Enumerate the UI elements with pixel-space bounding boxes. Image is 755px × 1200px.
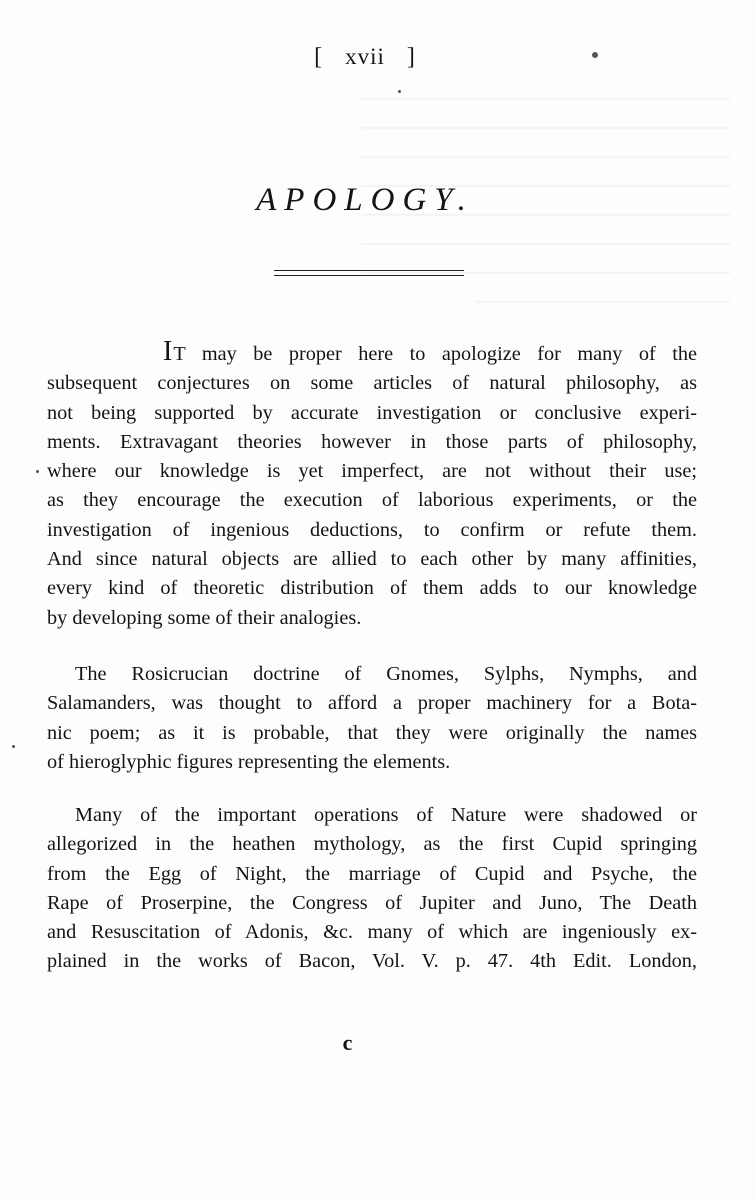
text-line: Rape of Proserpine, the Congress of Jupiter and Juno, The Death <box>47 891 697 914</box>
text-line: by developing some of their analogies. <box>47 606 362 629</box>
ink-speck <box>398 90 401 93</box>
paragraph-2 <box>47 660 697 777</box>
text-line <box>47 337 697 369</box>
paragraph-3 <box>47 801 697 977</box>
title-rule-lower <box>274 275 464 276</box>
text-line: plained in the works of Bacon, Vol. V. p. 47. 4th Edit. London, <box>47 950 697 973</box>
show-through: ────────────────────────── ────────────────────────── ────────────────────────── ────────────────────────── ────────────────────────── ────────────────────────── ────────────────────────── ────────────────── <box>361 88 730 313</box>
text-line: every kind of theoretic distribution of them adds to our knowledge <box>47 577 697 600</box>
title-rule <box>274 270 464 271</box>
text-line: and Resuscitation of Adonis, &c. many of which are ingeniously ex- <box>47 921 697 944</box>
text-line: And since natural objects are allied to each other by many affinities, <box>47 548 697 571</box>
text-line: The Rosicrucian doctrine of Gnomes, Sylphs, Nymphs, and <box>75 663 697 685</box>
text-line: allegorized in the heathen mythology, as the first Cupid springing <box>47 833 697 856</box>
running-head <box>0 44 730 71</box>
text-line: ments. Extravagant theories however in those parts of philosophy, <box>47 430 697 453</box>
running-head-right-bracket: ] <box>406 44 416 70</box>
page-number: xvii <box>345 44 385 69</box>
text-line: as they encourage the execution of laborious experiments, or the <box>47 489 697 512</box>
text-line: of hieroglyphic figures representing the elements. <box>47 750 451 773</box>
running-head-left-bracket: [ <box>314 44 324 70</box>
text-line: from the Egg of Night, the marriage of Cupid and Psyche, the <box>47 862 697 885</box>
drop-initial: I <box>163 336 174 367</box>
text-line: Many of the important operations of Nature were shadowed or <box>75 804 697 826</box>
text-line: nic poem; as it is probable, that they were originally the names <box>47 721 697 744</box>
ink-speck <box>36 470 39 473</box>
text-line: where our knowledge is yet imperfect, are not without their use; <box>47 460 697 483</box>
text-line-rest: T may be proper here to apologize for many of the <box>173 343 697 365</box>
text-line: investigation of ingenious deductions, to confirm or refute them. <box>47 518 697 541</box>
text-line: not being supported by accurate investigation or conclusive experi- <box>47 401 697 424</box>
chapter-title: APOLOGY. <box>256 182 474 218</box>
ink-speck <box>592 52 598 58</box>
paragraph-1 <box>47 337 697 633</box>
text-line: Salamanders, was thought to afford a proper machinery for a Bota- <box>47 692 697 715</box>
ink-speck <box>12 745 15 748</box>
signature-mark: c <box>342 1030 353 1055</box>
text-line: subsequent conjectures on some articles of natural philosophy, as <box>47 372 697 395</box>
